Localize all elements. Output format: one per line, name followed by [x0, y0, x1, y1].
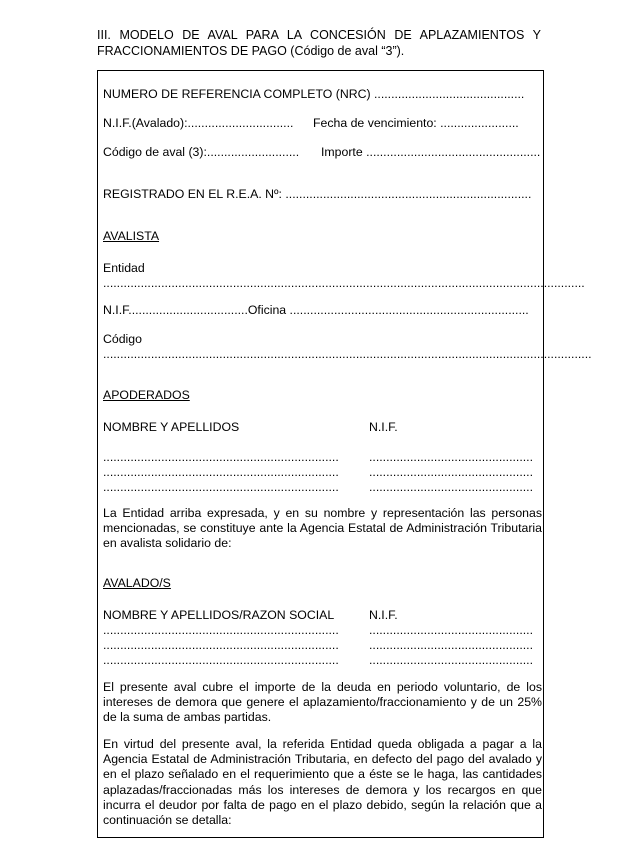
document-title: III. MODELO DE AVAL PARA LA CONCESIÓN DE APLAZAMIENTOS Y FRACCIONAMIENTOS DE PAGO (Código de aval “3”). [97, 28, 541, 58]
avalista-solidario-paragraph: La Entidad arriba expresada, y en su nombre y representación las personas mencionadas, se constituye ante la Agencia Estatal de Administración Tributaria en avalista solidario de: [103, 506, 542, 551]
apoderado-name-line[interactable]: ..................................................................... [103, 480, 339, 494]
avalado-nif-line[interactable]: ................................................ [369, 638, 533, 652]
apoderados-nif-header: N.I.F. [369, 420, 398, 434]
apoderado-nif-line[interactable]: ................................................ [369, 465, 533, 479]
codigo-label: Código [103, 332, 142, 346]
apoderados-heading: APODERADOS [103, 388, 190, 402]
nrc-field[interactable]: NUMERO DE REFERENCIA COMPLETO (NRC) ............................................ [103, 87, 525, 101]
avalados-nif-header: N.I.F. [369, 608, 398, 622]
importe-field[interactable]: Importe ................................................... [321, 145, 541, 159]
coverage-paragraph: El presente aval cubre el importe de la deuda en periodo voluntario, de los intereses de demora que genere el aplazamiento/fraccionamiento y de un 25% de la suma de ambas partidas. [103, 680, 542, 725]
avalado-name-line[interactable]: ..................................................................... [103, 638, 339, 652]
avalista-heading: AVALISTA [103, 229, 160, 243]
avalados-name-header: NOMBRE Y APELLIDOS/RAZON SOCIAL [103, 608, 335, 622]
avalado-name-line[interactable]: ..................................................................... [103, 653, 339, 667]
registrado-rea-field[interactable]: REGISTRADO EN EL R.E.A. Nº: ........................................................................ [103, 187, 532, 201]
nif-oficina-field[interactable]: N.I.F...................................Oficina ...................................................................... [103, 303, 529, 317]
avalados-heading: AVALADO/S [103, 576, 171, 590]
codigo-aval-field[interactable]: Código de aval (3):........................... [103, 145, 300, 159]
apoderado-name-line[interactable]: ..................................................................... [103, 465, 339, 479]
fecha-vencimiento-field[interactable]: Fecha de vencimiento: ....................... [313, 116, 519, 130]
avalado-nif-line[interactable]: ................................................ [369, 653, 533, 667]
entidad-field[interactable]: ............................................................................................................................................. [103, 276, 585, 290]
avalado-nif-line[interactable]: ................................................ [369, 623, 533, 637]
avalado-name-line[interactable]: ..................................................................... [103, 623, 339, 637]
apoderados-name-header: NOMBRE Y APELLIDOS [103, 420, 240, 434]
apoderado-nif-line[interactable]: ................................................ [369, 450, 533, 464]
apoderado-name-line[interactable]: ..................................................................... [103, 450, 339, 464]
obligation-paragraph: En virtud del presente aval, la referida Entidad queda obligada a pagar a la Agencia Estatal de Administración Tributaria, en defecto del pago del avalado y en el plazo señalado en el requerimiento que a éste se le haga, las cantidades aplazadas/fraccionadas más los intereses de demora y los recargos en que incurra el deudor por falta de pago en el plazo debido, según la relación que a continuación se detalla: [103, 737, 542, 828]
codigo-field[interactable]: ............................................................................................................................................... [103, 347, 592, 361]
nif-avalado-field[interactable]: N.I.F.(Avalado):............................... [103, 116, 294, 130]
entidad-label: Entidad [103, 261, 145, 275]
apoderado-nif-line[interactable]: ................................................ [369, 480, 533, 494]
